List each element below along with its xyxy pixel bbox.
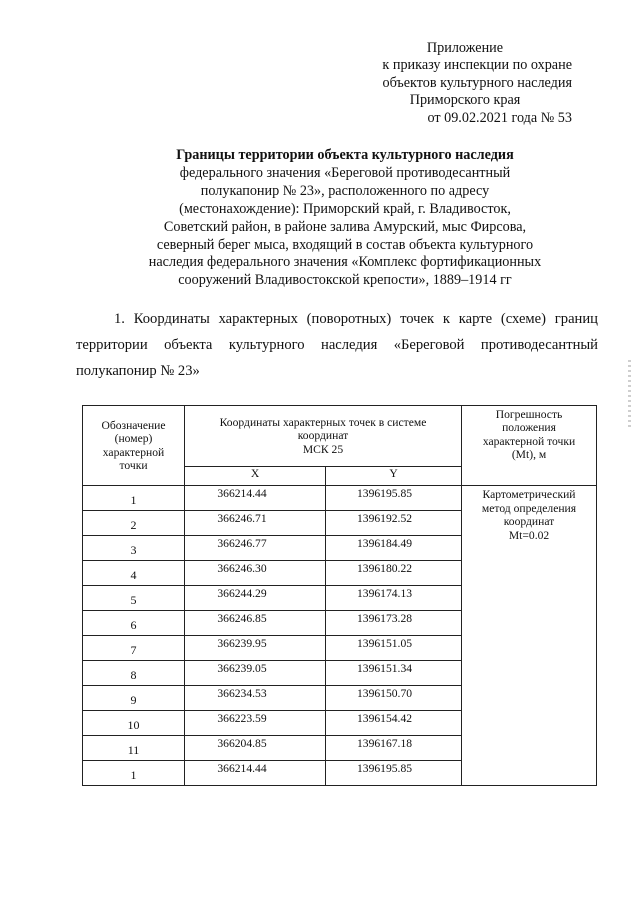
title-line: (местонахождение): Приморский край, г. Владивосток, [179, 200, 511, 217]
point-number: 1 [83, 761, 185, 786]
header-num-line: Обозначение [101, 418, 166, 432]
appendix-region-line: Приморского края [409, 92, 521, 109]
header-error-line: Погрешность [495, 408, 563, 421]
coord-x: 366239.05 [185, 661, 326, 686]
appendix-date-line: от 09.02.2021 года № 53 [427, 109, 572, 126]
header-x: X [185, 467, 326, 486]
paragraph-line: полукапонир № 23» [76, 363, 200, 379]
point-number: 6 [83, 611, 185, 636]
title-line: Советский район, в районе залива Амурский, мыс Фирсова, [163, 218, 527, 235]
title-line: северный берег мыса, входящий в состав объекта культурного [156, 236, 534, 253]
error-method-line: Картометрический [482, 488, 576, 501]
coord-y: 1396195.85 [326, 486, 462, 511]
coord-x: 366214.44 [185, 486, 326, 511]
coord-x: 366204.85 [185, 736, 326, 761]
error-method-line: координат [503, 515, 555, 529]
appendix-title: Приложение [426, 40, 504, 56]
coord-y: 1396180.22 [326, 561, 462, 586]
coord-y: 1396174.13 [326, 586, 462, 611]
coord-x: 366244.29 [185, 586, 326, 611]
title-bold-line: Границы территории объекта культурного наследия [176, 147, 514, 163]
coord-y: 1396184.49 [326, 536, 462, 561]
coord-x: 366246.85 [185, 611, 326, 636]
header-error-line: (Mt), м [511, 448, 547, 462]
header-coords-line: МСК 25 [302, 442, 344, 456]
point-number: 10 [83, 711, 185, 736]
coord-y: 1396192.52 [326, 511, 462, 536]
point-number: 4 [83, 561, 185, 586]
point-number: 11 [83, 736, 185, 761]
point-number: 3 [83, 536, 185, 561]
section-paragraph [76, 306, 598, 384]
header-point-number [83, 406, 185, 486]
appendix-heritage-line: объектов культурного наследия [382, 74, 572, 91]
coord-y: 1396173.28 [326, 611, 462, 636]
coord-x: 366234.53 [185, 686, 326, 711]
title-line: сооружений Владивостокской крепости», 1889–1914 гг [178, 272, 512, 289]
header-error-line: характерной точки [482, 434, 576, 448]
coord-x: 366246.77 [185, 536, 326, 561]
coord-y: 1396151.34 [326, 661, 462, 686]
point-number: 8 [83, 661, 185, 686]
paragraph-line: 1. Координаты характерных (поворотных) точек к карте (схеме) границ [114, 311, 598, 327]
coord-y: 1396167.18 [326, 736, 462, 761]
appendix-order-line: к приказу инспекции по охране [382, 57, 572, 74]
coord-x: 366214.44 [185, 761, 326, 786]
document-title [60, 147, 630, 290]
error-method-line: метод определения [481, 501, 577, 515]
header-y: Y [326, 467, 462, 486]
point-number: 2 [83, 511, 185, 536]
header-num-line: (номер) [114, 432, 153, 446]
coord-y: 1396151.05 [326, 636, 462, 661]
scan-edge-mark [628, 360, 631, 430]
error-method-cell [462, 486, 597, 786]
header-coordinates [185, 406, 462, 467]
header-coords-line: Координаты характерных точек в системе [219, 415, 427, 429]
coord-x: 366239.95 [185, 636, 326, 661]
coordinates-table [82, 405, 597, 786]
header-coords-line: координат [297, 429, 349, 443]
error-value: Mt=0.02 [508, 528, 550, 542]
paragraph-line: территории объекта культурного наследия «Береговой противодесантный [76, 337, 598, 353]
header-error [462, 406, 597, 486]
title-line: полукапонир № 23», расположенного по адресу [200, 182, 490, 199]
point-number: 7 [83, 636, 185, 661]
appendix-header [340, 40, 590, 127]
coord-y: 1396195.85 [326, 761, 462, 786]
coord-x: 366223.59 [185, 711, 326, 736]
coord-x: 366246.30 [185, 561, 326, 586]
point-number: 5 [83, 586, 185, 611]
coord-y: 1396154.42 [326, 711, 462, 736]
title-line: наследия федерального значения «Комплекс фортификационных [148, 254, 542, 271]
coord-x: 366246.71 [185, 511, 326, 536]
coord-y: 1396150.70 [326, 686, 462, 711]
table-row [83, 486, 597, 511]
title-line: федерального значения «Береговой противодесантный [179, 164, 511, 181]
point-number: 1 [83, 486, 185, 511]
point-number: 9 [83, 686, 185, 711]
header-error-line: положения [502, 421, 556, 435]
header-num-line: точки [119, 458, 148, 472]
header-num-line: характерной [102, 445, 165, 459]
